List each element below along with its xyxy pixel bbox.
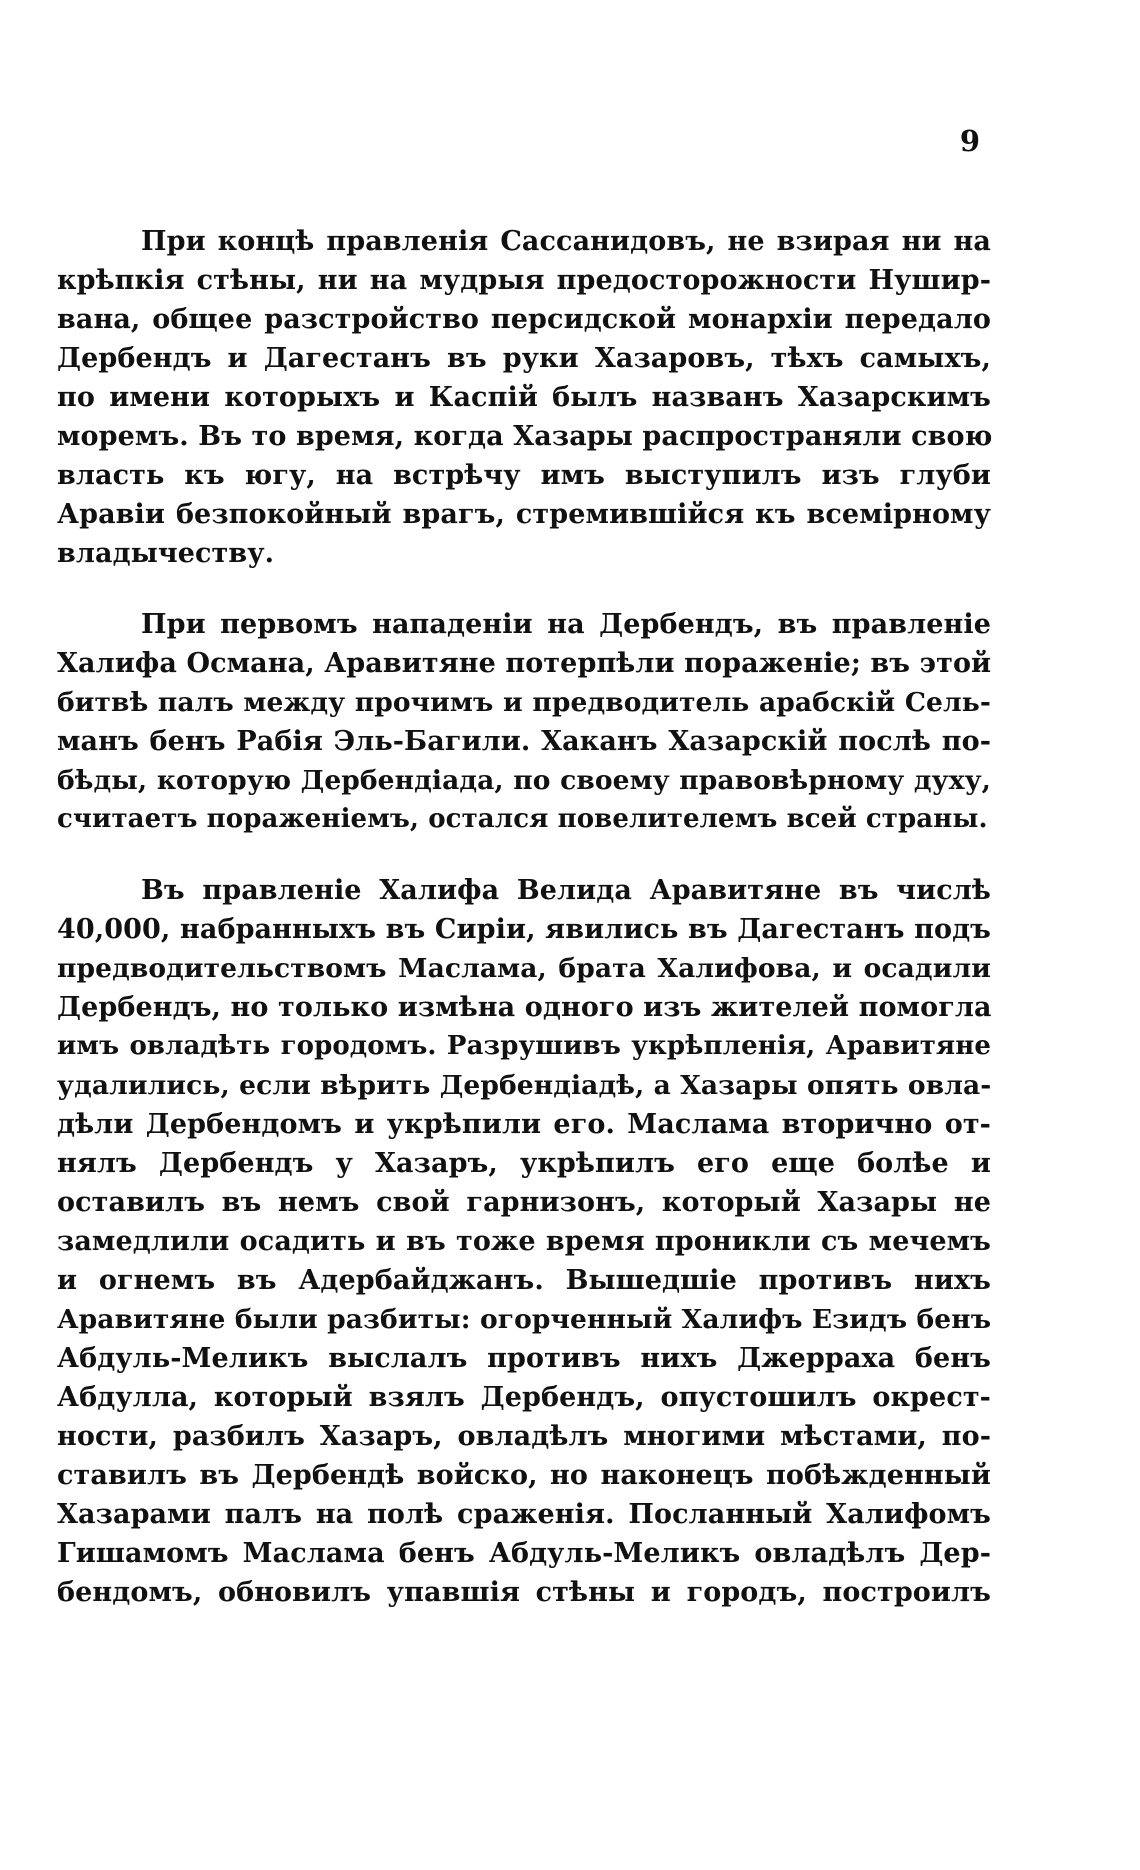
text-line: бендомъ, обновилъ упавшія стѣны и городъ, построилъ [57,1577,991,1608]
text-line: имъ овладѣть городомъ. Разрушивъ укрѣпленія, Аравитяне [57,1031,991,1061]
text-line: по имени которыхъ и Каспій былъ названъ Хазарскимъ [57,382,991,413]
text-line: Въ правленіе Халифа Велида Аравитяне въ числѣ [141,875,991,906]
text-line: При первомъ нападеніи на Дербендъ, въ правленіе [141,609,991,640]
text-line: ности, разбилъ Хазаръ, овладѣлъ многими мѣстами, по- [57,1421,991,1452]
text-line: владычеству. [57,538,275,569]
text-line: битвѣ палъ между прочимъ и предводитель арабскій Сель- [57,687,991,718]
text-line: Гишамомъ Маслама бенъ Абдуль-Меликъ овладѣлъ Дер- [57,1538,991,1569]
text-line: вана, общее разстройство персидской монархіи передало [57,304,991,335]
text-line: моремъ. Въ то время, когда Хазары распространяли свою [57,421,993,452]
text-line: нялъ Дербендъ у Хазаръ, укрѣпилъ его еще болѣе и [57,1148,991,1179]
text-line: предводительствомъ Маслама, брата Халифова, и осадили [57,953,991,984]
text-line: дѣли Дербендомъ и укрѣпили его. Маслама вторично от- [57,1109,991,1140]
paragraph-3 [57,871,991,1612]
text-line: Аравіи безпокойный врагъ, стремившійся къ всемірному [57,499,991,530]
text-line: оставилъ въ немъ свой гарнизонъ, который Хазары не [57,1187,991,1218]
text-line: Халифа Османа, Аравитяне потерпѣли пораженіе; въ этой [57,648,992,679]
text-line: При концѣ правленія Сассанидовъ, не взирая ни на [141,226,991,257]
paragraph-2 [57,605,991,839]
text-line: крѣпкія стѣны, ни на мудрыя предосторожности Нушир- [57,265,991,296]
text-line: бѣды, которую Дербендіада, по своему правовѣрному духу, [57,765,991,796]
text-line: власть къ югу, на встрѣчу имъ выступилъ изъ глуби [57,460,991,491]
page-number: 9 [959,124,980,158]
text-line: Дербендъ, но только измѣна одного изъ жителей помогла [57,992,992,1023]
text-line: Абдулла, который взялъ Дербендъ, опустошилъ окрест- [57,1382,991,1413]
text-line: ставилъ въ Дербендѣ войско, но наконецъ побѣжденный [57,1460,991,1491]
text-line: Аравитяне были разбиты: огорченный Халифъ Езидъ бенъ [57,1304,992,1335]
text-line: Абдуль-Меликъ выслалъ противъ нихъ Джерраха бенъ [57,1343,991,1374]
text-line: Дербендъ и Дагестанъ въ руки Хазаровъ, тѣхъ самыхъ, [57,343,991,374]
text-line: 40,000, набранныхъ въ Сиріи, явились въ Дагестанъ подъ [57,914,991,945]
text-line: удалились, если вѣрить Дербендіадѣ, а Хазары опять овла- [57,1070,992,1101]
text-line: манъ бенъ Рабія Эль-Багили. Хаканъ Хазарскій послѣ по- [57,726,991,757]
text-line: считаетъ пораженіемъ, остался повелителемъ всей страны. [57,804,988,834]
text-line: замедлили осадить и въ тоже время проникли съ мечемъ [57,1226,991,1257]
text-line: и огнемъ въ Адербайджанъ. Вышедшіе противъ нихъ [57,1265,991,1296]
text-line: Хазарами палъ на полѣ сраженія. Посланный Халифомъ [57,1499,991,1530]
paragraph-1 [57,222,991,573]
